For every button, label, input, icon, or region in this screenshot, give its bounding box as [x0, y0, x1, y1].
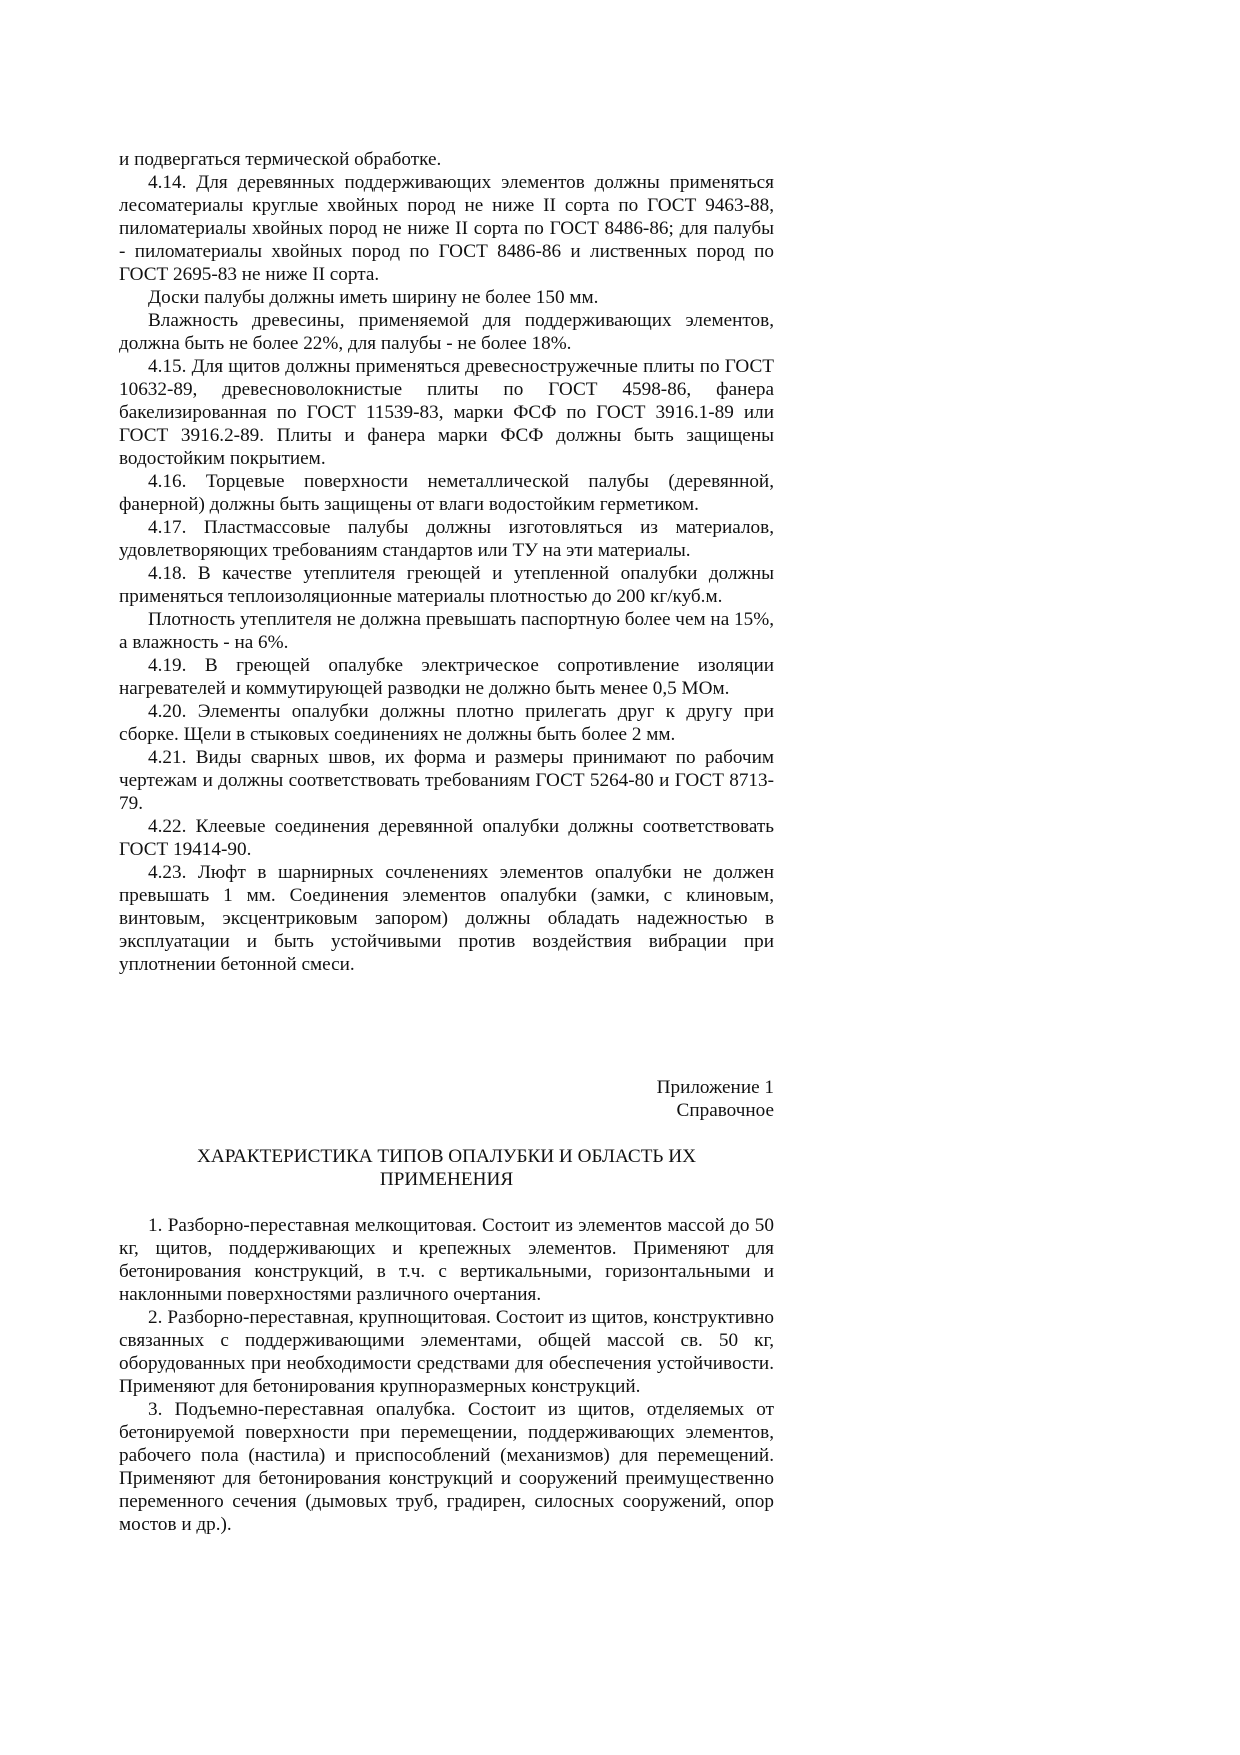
appendix-type: Справочное — [676, 1100, 774, 1121]
paragraph-4-16: 4.16. Торцевые поверхности неметаллической палубы (деревянной, фанерной) должны быть защищены от влаги водостойким герметиком. — [119, 471, 774, 515]
paragraph-4-22: 4.22. Клеевые соединения деревянной опалубки должны соответствовать ГОСТ 19414-90. — [119, 816, 774, 860]
paragraph-4-14-boards: Доски палубы должны иметь ширину не более 150 мм. — [148, 287, 599, 308]
appendix-item-2: 2. Разборно-переставная, крупнощитовая. Состоит из щитов, конструктивно связанных с поддерживающими элементами, общей массой св. 50 кг, оборудованных при необходимости средствами для обеспечения устойчивости. Применяют для бетонирования крупноразмерных конструкций. — [119, 1307, 774, 1397]
paragraph-4-14-moisture: Влажность древесины, применяемой для поддерживающих элементов, должна быть не более 22%, для палубы - не более 18%. — [119, 310, 774, 354]
paragraph-4-17: 4.17. Пластмассовые палубы должны изготовляться из материалов, удовлетворяющих требованиям стандартов или ТУ на эти материалы. — [119, 517, 774, 561]
paragraph-4-20: 4.20. Элементы опалубки должны плотно прилегать друг к другу при сборке. Щели в стыковых соединениях не должны быть более 2 мм. — [119, 701, 774, 745]
appendix-item-3: 3. Подъемно-переставная опалубка. Состоит из щитов, отделяемых от бетонируемой поверхности при перемещении, поддерживающих элементов, рабочего пола (настила) и приспособлений (механизмов) для перемещений. Применяют для бетонирования конструкций и сооружений преимущественно переменного сечения (дымовых труб, градирен, силосных сооружений, опор мостов и др.). — [119, 1399, 774, 1535]
paragraph-4-21: 4.21. Виды сварных швов, их форма и размеры принимают по рабочим чертежам и должны соответствовать требованиям ГОСТ 5264-80 и ГОСТ 8713-79. — [119, 747, 774, 814]
paragraph-4-15: 4.15. Для щитов должны применяться древесностружечные плиты по ГОСТ 10632-89, древесноволокнистые плиты по ГОСТ 4598-86, фанера бакелизированная по ГОСТ 11539-83, марки ФСФ по ГОСТ 3916.1-89 или ГОСТ 3916.2-89. Плиты и фанера марки ФСФ должны быть защищены водостойким покрытием. — [119, 356, 774, 469]
paragraph-4-14: 4.14. Для деревянных поддерживающих элементов должны применяться лесоматериалы круглые хвойных пород не ниже II сорта по ГОСТ 9463-88, пиломатериалы хвойных пород не ниже II сорта по ГОСТ 8486-86; для палубы - пиломатериалы хвойных пород по ГОСТ 8486-86 и лиственных пород по ГОСТ 2695-83 не ниже II сорта. — [119, 172, 774, 285]
appendix-label: Приложение 1 — [656, 1077, 774, 1098]
appendix-header — [119, 1076, 774, 1122]
paragraph-4-18-density: Плотность утеплителя не должна превышать паспортную более чем на 15%, а влажность - на 6%. — [119, 609, 774, 653]
paragraph-4-23: 4.23. Люфт в шарнирных сочленениях элементов опалубки не должен превышать 1 мм. Соединения элементов опалубки (замки, с клиновым, винтовым, эксцентриковым запором) должны обладать надежностью в эксплуатации и быть устойчивыми против воздействия вибрации при уплотнении бетонной смеси. — [119, 862, 774, 975]
paragraph-continuation: и подвергаться термической обработке. — [119, 149, 442, 170]
paragraph-4-18: 4.18. В качестве утеплителя греющей и утепленной опалубки должны применяться теплоизоляционные материалы плотностью до 200 кг/куб.м. — [119, 563, 774, 607]
appendix-item-1: 1. Разборно-переставная мелкощитовая. Состоит из элементов массой до 50 кг, щитов, поддерживающих и крепежных элементов. Применяют для бетонирования конструкций, в т.ч. с вертикальными, горизонтальными и наклонными поверхностями различного очертания. — [119, 1215, 774, 1305]
appendix-title: ХАРАКТЕРИСТИКА ТИПОВ ОПАЛУБКИ И ОБЛАСТЬ ИХ ПРИМЕНЕНИЯ — [197, 1146, 696, 1190]
paragraph-4-19: 4.19. В греющей опалубке электрическое сопротивление изоляции нагревателей и коммутирующей разводки не должно быть менее 0,5 МОм. — [119, 655, 774, 699]
document-page — [119, 148, 774, 1536]
